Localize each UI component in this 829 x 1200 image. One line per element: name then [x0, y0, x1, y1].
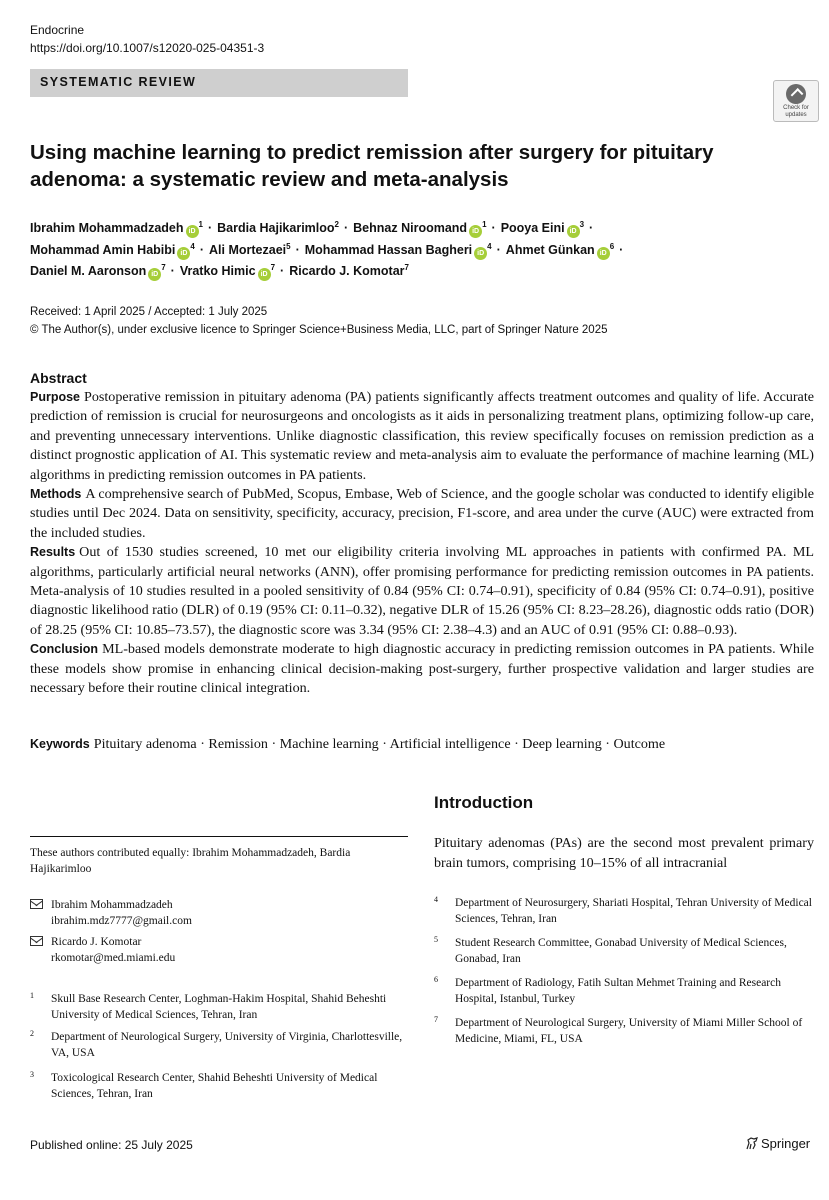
orcid-icon[interactable]: iD [469, 225, 482, 238]
published-online-date: Published online: 25 July 2025 [30, 1138, 193, 1152]
abstract-conclusion [30, 640, 814, 698]
keywords-text: Pituitary adenoma · Remission · Machine learning · Artificial intelligence · Deep learning · Outcome [93, 736, 666, 752]
affiliation-number: 6 [434, 975, 438, 984]
author-separator: · [619, 242, 624, 257]
author-name[interactable]: Bardia Hajikarimloo [217, 221, 335, 235]
affiliation-text: Department of Neurosurgery, Shariati Hospital, Tehran University of Medical Sciences, Tehran, Iran [455, 897, 812, 925]
journal-name: Endocrine [30, 23, 85, 37]
author-separator: · [496, 242, 501, 257]
orcid-icon[interactable]: iD [177, 247, 190, 260]
author-separator: · [343, 221, 349, 235]
purpose-label: Purpose [30, 390, 81, 404]
author-name[interactable]: Daniel M. Aaronson [30, 264, 147, 278]
orcid-icon[interactable]: iD [148, 268, 161, 281]
keywords-label: Keywords [30, 737, 90, 751]
author-name[interactable]: Ricardo J. Komotar [289, 264, 405, 278]
author-separator: · [295, 242, 300, 257]
correspondence-name: Ricardo J. Komotar [51, 936, 142, 948]
introduction-heading: Introduction [434, 793, 534, 812]
affiliation-marker: 3 [579, 219, 585, 229]
keywords [30, 735, 814, 754]
check-updates-line1: Check for [783, 105, 809, 111]
affiliation-5 [434, 935, 812, 967]
orcid-icon[interactable]: iD [474, 247, 487, 260]
orcid-icon[interactable]: iD [258, 268, 271, 281]
author-separator: · [589, 221, 594, 235]
author-separator: · [207, 221, 213, 235]
affiliation-3 [30, 1070, 408, 1102]
check-updates-line2: updates [785, 112, 807, 118]
results-label: Results [30, 545, 76, 560]
affiliation-text: Student Research Committee, Gonabad University of Medical Sciences, Gonabad, Iran [455, 937, 787, 965]
correspondence-name: Ibrahim Mohammadzadeh [51, 899, 173, 911]
affiliation-marker: 1 [198, 219, 203, 229]
author-list [30, 218, 800, 283]
affiliation-number: 1 [30, 991, 34, 1000]
affiliation-number: 7 [434, 1015, 438, 1024]
affiliation-number: 4 [434, 895, 438, 904]
methods-text: A comprehensive search of PubMed, Scopus, Embase, Web of Science, and the google scholar was conducted to identify eligible studies until Dec 2024. Data on sensitivity, specificity, accuracy, precision, F1-score, and area under the curve (AUC) were extracted from the included studies. [30, 486, 814, 541]
publisher-logo [745, 1136, 810, 1151]
author-name[interactable]: Mohammad Amin Habibi [30, 242, 176, 257]
affiliation-marker: 4 [487, 241, 492, 251]
conclusion-text: ML-based models demonstrate moderate to high diagnostic accuracy in predicting remission outcomes in PA patients. While these models show promise in enhancing clinical decision-making post-surgery, further prospective validation and larger studies are necessary before their routine clinical integration. [30, 641, 814, 697]
affiliation-text: Skull Base Research Center, Loghman-Hakim Hospital, Shahid Beheshti University of Medical Sciences, Tehran, Iran [51, 993, 387, 1021]
affiliation-number: 3 [30, 1070, 34, 1079]
author-name[interactable]: Ali Mortezaei [209, 242, 287, 257]
author-line-1 [30, 218, 800, 240]
affiliation-1 [30, 991, 408, 1023]
correspondence-1 [30, 897, 408, 929]
correspondence-email[interactable]: rkomotar@med.miami.edu [51, 952, 176, 964]
affiliation-4 [434, 895, 812, 927]
affiliation-number: 5 [434, 935, 438, 944]
article-title: Using machine learning to predict remission after surgery for pituitary adenoma: a systematic review and meta-analysis [30, 141, 714, 191]
affiliation-text: Toxicological Research Center, Shahid Beheshti University of Medical Sciences, Tehran, Iran [51, 1072, 378, 1100]
abstract-heading: Abstract [30, 370, 87, 386]
affiliation-marker: 5 [286, 241, 291, 251]
orcid-icon[interactable]: iD [186, 225, 199, 238]
abstract-results [30, 543, 814, 640]
affiliation-marker: 4 [190, 241, 195, 251]
purpose-text: Postoperative remission in pituitary adenoma (PA) patients significantly affects treatment outcomes and quality of life. Accurate prediction of remission is crucial for neurosurgeons and oncologists as it aids in personalizing treatment plans, optimizing follow-up care, and preventing unnecessary interventions. Unlike diagnostic classification, this review specifically focuses on remission prediction as a distinct prognostic application of AI. This systematic review and meta-analysis aim to evaluate the performance of machine learning (ML) algorithms in predicting remission outcomes in PA patients. [30, 389, 814, 483]
author-separator: · [280, 264, 285, 278]
check-updates-icon [786, 84, 806, 104]
methods-label: Methods [30, 487, 82, 502]
affiliation-marker: 7 [270, 262, 276, 272]
article-type-banner: SYSTEMATIC REVIEW [30, 69, 408, 97]
correspondence-email[interactable]: ibrahim.mdz7777@gmail.com [51, 915, 192, 927]
author-name[interactable]: Pooya Eini [500, 221, 565, 235]
affiliation-text: Department of Neurological Surgery, University of Virginia, Charlottesville, VA, USA [51, 1031, 403, 1059]
envelope-icon [30, 899, 43, 909]
equal-contribution-note: These authors contributed equally: Ibrahim Mohammadzadeh, Bardia Hajikarimloo [30, 847, 351, 875]
introduction-text: Pituitary adenomas (PAs) are the second most prevalent primary brain tumors, comprising 10–15% of all intracranial [434, 835, 814, 871]
doi-link[interactable]: https://doi.org/10.1007/s12020-025-04351-3 [30, 41, 265, 55]
affiliation-marker: 7 [161, 262, 166, 272]
author-name[interactable]: Vratko Himic [179, 264, 256, 278]
orcid-icon[interactable]: iD [597, 247, 610, 260]
author-separator: · [170, 264, 175, 278]
conclusion-label: Conclusion [30, 642, 99, 657]
springer-horse-icon [745, 1137, 759, 1150]
correspondence-2 [30, 934, 408, 966]
author-name[interactable]: Ibrahim Mohammadzadeh [30, 221, 184, 235]
affiliation-number: 2 [30, 1029, 34, 1038]
abstract-purpose [30, 388, 814, 485]
author-line-3 [30, 261, 800, 283]
affiliation-marker: 1 [482, 219, 487, 229]
abstract [30, 368, 814, 699]
affiliation-marker: 2 [334, 219, 339, 229]
footnote-divider [30, 836, 408, 837]
affiliation-2 [30, 1029, 408, 1061]
affiliation-7 [434, 1015, 812, 1047]
envelope-icon [30, 936, 43, 946]
copyright-notice: © The Author(s), under exclusive licence to Springer Science+Business Media, LLC, part of Springer Nature 2025 [30, 324, 608, 336]
abstract-methods [30, 485, 814, 543]
author-separator: · [491, 221, 496, 235]
affiliation-text: Department of Radiology, Fatih Sultan Mehmet Training and Research Hospital, Istanbul, Turkey [455, 977, 781, 1005]
author-line-2 [30, 240, 800, 262]
orcid-icon[interactable]: iD [567, 225, 580, 238]
author-name[interactable]: Ahmet Günkan [505, 242, 595, 257]
results-text: Out of 1530 studies screened, 10 met our eligibility criteria involving ML approaches in patients with confirmed PA. ML algorithms, particularly artificial neural networks (ANN), offer promising performance for predicting remission outcomes in PA patients. Meta-analysis of 10 studies resulted in a pooled sensitivity of 0.84 (95% CI: 0.74–0.91), specificity of 0.84 (95% CI: 0.74–0.91), positive diagnostic likelihood ratio (DLR) of 0.19 (95% CI: 0.11–0.32), negative DLR of 15.26 (95% CI: 8.23–28.26), diagnostic odds ratio (DOR) of 28.25 (95% CI: 10.85–73.57), the diagnostic score was 3.34 (95% CI: 2.38–4.3) and an AUC of 0.91 (95% CI: 0.88–0.93). [30, 544, 814, 638]
received-accepted-dates: Received: 1 April 2025 / Accepted: 1 July 2025 [30, 306, 268, 318]
author-separator: · [199, 242, 205, 257]
publisher-name: Springer [761, 1136, 811, 1151]
check-for-updates-badge[interactable] [773, 80, 819, 122]
affiliation-text: Department of Neurological Surgery, University of Miami Miller School of Medicine, Miami, FL, USA [455, 1017, 803, 1045]
author-name[interactable]: Mohammad Hassan Bagheri [304, 242, 473, 257]
affiliation-marker: 6 [609, 241, 615, 251]
affiliation-6 [434, 975, 812, 1007]
affiliation-marker: 7 [404, 262, 409, 272]
author-name[interactable]: Behnaz Niroomand [353, 221, 468, 235]
